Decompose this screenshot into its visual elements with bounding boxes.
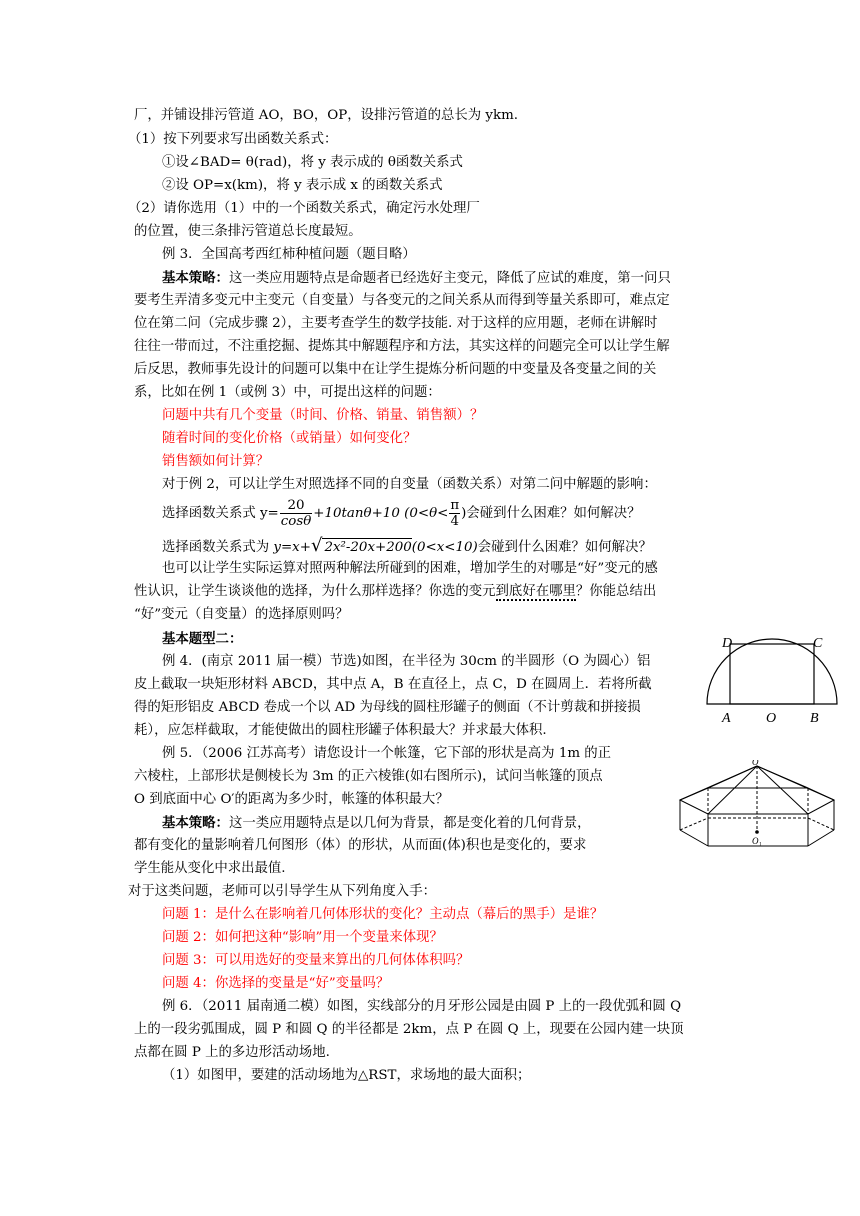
- formula-1-prefix: 选择函数关系式 y=: [162, 506, 279, 521]
- reflect-part-a: 性认识，让学生谈谈他的选择，为什么那样选择？你选的变元: [134, 584, 496, 599]
- text-line-6: 的位置，使三条排污管道总长度最短。: [134, 224, 362, 239]
- example-4-line-2: 皮上截取一块矩形材料 ABCD，其中点 A，B 在直径上，点 C，D 在圆周上．若将所截: [134, 677, 652, 692]
- strategy-text: 这一类应用题特点是命题者已经选好主变元，降低了应试的难度，第一问只: [228, 271, 671, 286]
- reflect-line-3: “好”变元（自变量）的选择原则吗？: [134, 607, 349, 622]
- text-line-4: ②设 OP=x(km)，将 y 表示成 x 的函数关系式: [162, 178, 443, 193]
- label-a: A: [722, 711, 731, 726]
- text-line-2: （1）按下列要求写出函数关系式：: [128, 132, 338, 147]
- type-2-heading: 基本题型二：: [162, 631, 243, 647]
- question-3: 问题 3：可以用选好的变量来算出的几何体体积吗？: [162, 953, 470, 968]
- strategy-paragraph-line-3: 位在第二问（完成步骤 2），主要考查学生的数学技能. 对于这样的应用题，老师在讲解时: [134, 316, 658, 331]
- formula-1-suffix: )会碰到什么困难？如何解决？: [461, 506, 641, 521]
- strategy-paragraph-line-4: 往往一带而过，不注重挖掘、提炼其中解题程序和方法，其实这样的问题完全可以让学生解: [134, 339, 670, 354]
- formula-1-pi-fraction: [449, 498, 460, 529]
- reflect-line-1: 也可以让学生实际运算对照两种解法所碰到的困难，增加学生的对哪是“好”变元的感: [162, 561, 658, 576]
- example-5-line-3: O 到底面中心 O′的距离为多少时，帐篷的体积最大？: [134, 792, 449, 807]
- example-5-line-1: 例 5．（2006 江苏高考）请您设计一个帐篷，它下部的形状是高为 1m 的正: [162, 746, 612, 761]
- example-4-line-1: 例 4．(南京 2011 届一模）节选)如图，在半径为 30cm 的半圆形（O 为圆心）铝: [162, 654, 651, 669]
- example-6-line-4: （1）如图甲，要建的活动场地为△RST，求场地的最大面积；: [162, 1068, 531, 1083]
- question-sales: 销售额如何计算？: [162, 454, 270, 469]
- example-6-line-2: 上的一段劣弧围成，圆 P 和圆 Q 的半径都是 2km，点 P 在圆 Q 上，现要在公园内建一块顶: [134, 1022, 684, 1037]
- formula-2-prefix: 选择函数关系式为: [162, 540, 274, 555]
- bottom-center-point: [755, 830, 759, 834]
- text-line-1: 厂，并铺设排污管道 AO，BO，OP，设排污管道的总长为 ykm.: [134, 108, 519, 123]
- strategy-paragraph-line-2: 要考生弄清多变元中主变元（自变量）与各变元的之间关系从而得到等量关系即可，难点定: [134, 293, 670, 308]
- sqrt-icon: √: [310, 535, 323, 556]
- fraction-denominator: cosθ: [280, 514, 312, 529]
- reflect-part-c: ？你能总结出: [575, 584, 657, 599]
- strategy-paragraph-line-1: [162, 268, 671, 289]
- reflect-emphasis: 到底好在哪里: [495, 584, 576, 599]
- question-variables: 问题中共有几个变量（时间、价格、销量、销售额）？: [162, 408, 484, 423]
- question-2: 问题 2：如何把这种“影响”用一个变量来体现？: [162, 930, 443, 945]
- strategy-paragraph-line-5: 后反思，教师事先设计的问题可以集中在让学生提炼分析问题的中变量及各变量之间的关: [134, 362, 657, 377]
- label-o: O: [766, 711, 777, 726]
- question-price-change: 随着时间的变化价格（或销量）如何变化？: [162, 431, 417, 446]
- label-o1: O₁: [752, 836, 762, 846]
- label-b: B: [810, 711, 819, 726]
- example-4-line-3: 得的矩形铝皮 ABCD 卷成一个以 AD 为母线的圆柱形罐子的侧面（不计剪裁和拼接损: [134, 700, 641, 715]
- formula-2-radicand: 2x²-20x+200: [324, 540, 412, 555]
- text-line-3: ①设∠BAD= θ(rad)，将 y 表示成的 θ函数关系式: [162, 155, 463, 170]
- label-d: D: [722, 636, 733, 651]
- formula-1-fraction: [280, 498, 313, 529]
- fraction-numerator: 20: [287, 498, 305, 513]
- strategy-2-line-1: [162, 813, 591, 834]
- strategy-2-label: 基本策略：: [162, 815, 229, 831]
- strategy-2-line-2: 都有变化的量影响着几何图形（体）的形状，从而面(体)积也是变化的，要求: [134, 838, 587, 853]
- strategy-label: 基本策略：: [162, 270, 229, 286]
- tent-figure: [668, 760, 846, 860]
- example-2-intro: 对于例 2，可以让学生对照选择不同的自变量（函数关系）对第二问中解题的影响：: [162, 477, 657, 492]
- label-c: C: [813, 636, 823, 651]
- label-apex-o: O: [752, 760, 759, 767]
- formula-2-expr: y=x+: [273, 540, 311, 555]
- strategy-paragraph-line-6: 系，比如在例 1（或例 3）中，可提出这样的问题：: [134, 385, 441, 400]
- formula-2-suffix: 会碰到什么困难？如何解决？: [477, 540, 652, 555]
- pi-numerator: π: [450, 498, 460, 513]
- formula-2: [162, 536, 652, 558]
- guide-text: 对于这类问题，老师可以引导学生从下列角度入手：: [128, 884, 436, 899]
- example-6-line-1: 例 6．（2011 届南通二模）如图，实线部分的月牙形公园是由圆 P 上的一段优弧和圆 Q: [162, 999, 682, 1014]
- strategy-2-text: 这一类应用题特点是以几何为背景，都是变化着的几何背景，: [228, 816, 591, 831]
- semicircle-figure: [700, 628, 846, 728]
- text-line-5: （2）请你选用（1）中的一个函数关系式，确定污水处理厂: [128, 201, 480, 216]
- rectangle-abcd: [730, 644, 814, 704]
- pi-denominator: 4: [450, 514, 460, 529]
- question-1: 问题 1：是什么在影响着几何体形状的变化？主动点（幕后的黑手）是谁？: [162, 907, 604, 922]
- example-3-heading: 例 3．全国高考西红柿种植问题（题目略）: [162, 247, 416, 262]
- example-6-line-3: 点都在圆 P 上的多边形活动场地.: [134, 1045, 330, 1060]
- strategy-2-line-3: 学生能从变化中求出最值.: [134, 861, 286, 876]
- formula-2-condition: (0<x<10): [411, 540, 478, 555]
- formula-1-middle: +10tanθ+10 (0<θ<: [313, 506, 449, 521]
- formula-1: [162, 497, 640, 531]
- question-4: 问题 4：你选择的变量是“好”变量吗？: [162, 976, 390, 991]
- example-4-line-4: 耗），应怎样截取，才能使做出的圆柱形罐子体积最大？并求最大体积.: [134, 723, 547, 738]
- reflect-line-2: [134, 582, 656, 602]
- example-5-line-2: 六棱柱，上部形状是侧棱长为 3m 的正六棱锥(如右图所示)，试问当帐篷的顶点: [134, 769, 603, 784]
